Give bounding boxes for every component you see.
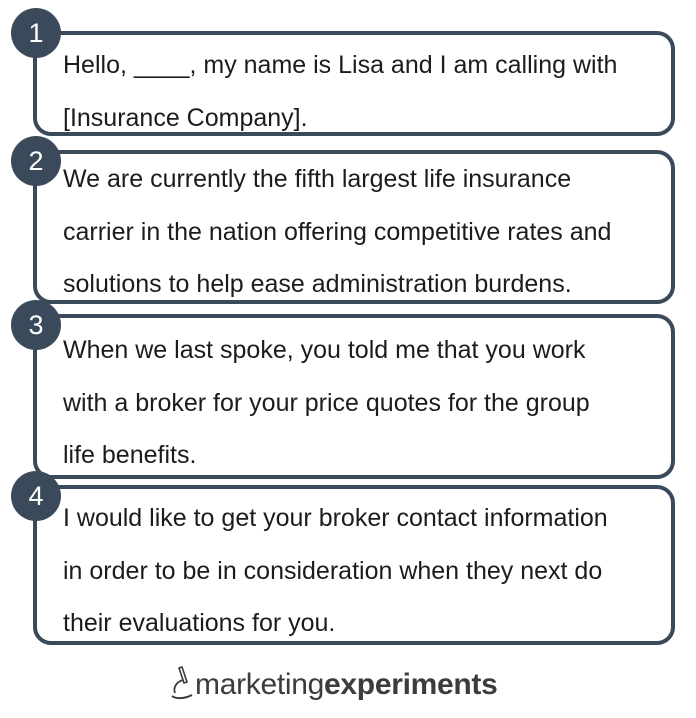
step-number-badge: 2 — [11, 136, 61, 186]
script-step-2 — [33, 150, 675, 304]
microscope-icon — [170, 666, 194, 700]
step-line: We are currently the fifth largest life insurance — [63, 165, 572, 193]
step-number-badge: 4 — [11, 471, 61, 521]
step-line: Hello, ____, my name is Lisa and I am calling with — [63, 51, 618, 79]
step-text — [63, 492, 665, 650]
step-number-badge: 3 — [11, 300, 61, 350]
step-number-badge: 1 — [11, 8, 61, 58]
logo-text-bold: experiments — [324, 668, 498, 701]
script-step-3 — [33, 314, 675, 479]
logo-text-regular: marketing — [195, 668, 325, 701]
marketing-experiments-logo — [170, 660, 497, 700]
step-line: [Insurance Company]. — [63, 103, 308, 132]
step-text — [63, 324, 665, 482]
step-line: in order to be in consideration when they next do — [63, 556, 603, 585]
step-line: solutions to help ease administration burdens. — [63, 270, 572, 298]
step-text — [63, 39, 665, 144]
script-step-4 — [33, 485, 675, 645]
step-text — [63, 153, 665, 311]
step-line: life benefits. — [63, 441, 197, 469]
step-line: with a broker for your price quotes for the group — [63, 388, 590, 417]
step-line: carrier in the nation offering competitive rates and — [63, 217, 612, 246]
step-line: When we last spoke, you told me that you work — [63, 336, 586, 364]
script-step-1 — [33, 31, 675, 136]
step-line: I would like to get your broker contact information — [63, 504, 608, 532]
step-line: their evaluations for you. — [63, 609, 336, 637]
